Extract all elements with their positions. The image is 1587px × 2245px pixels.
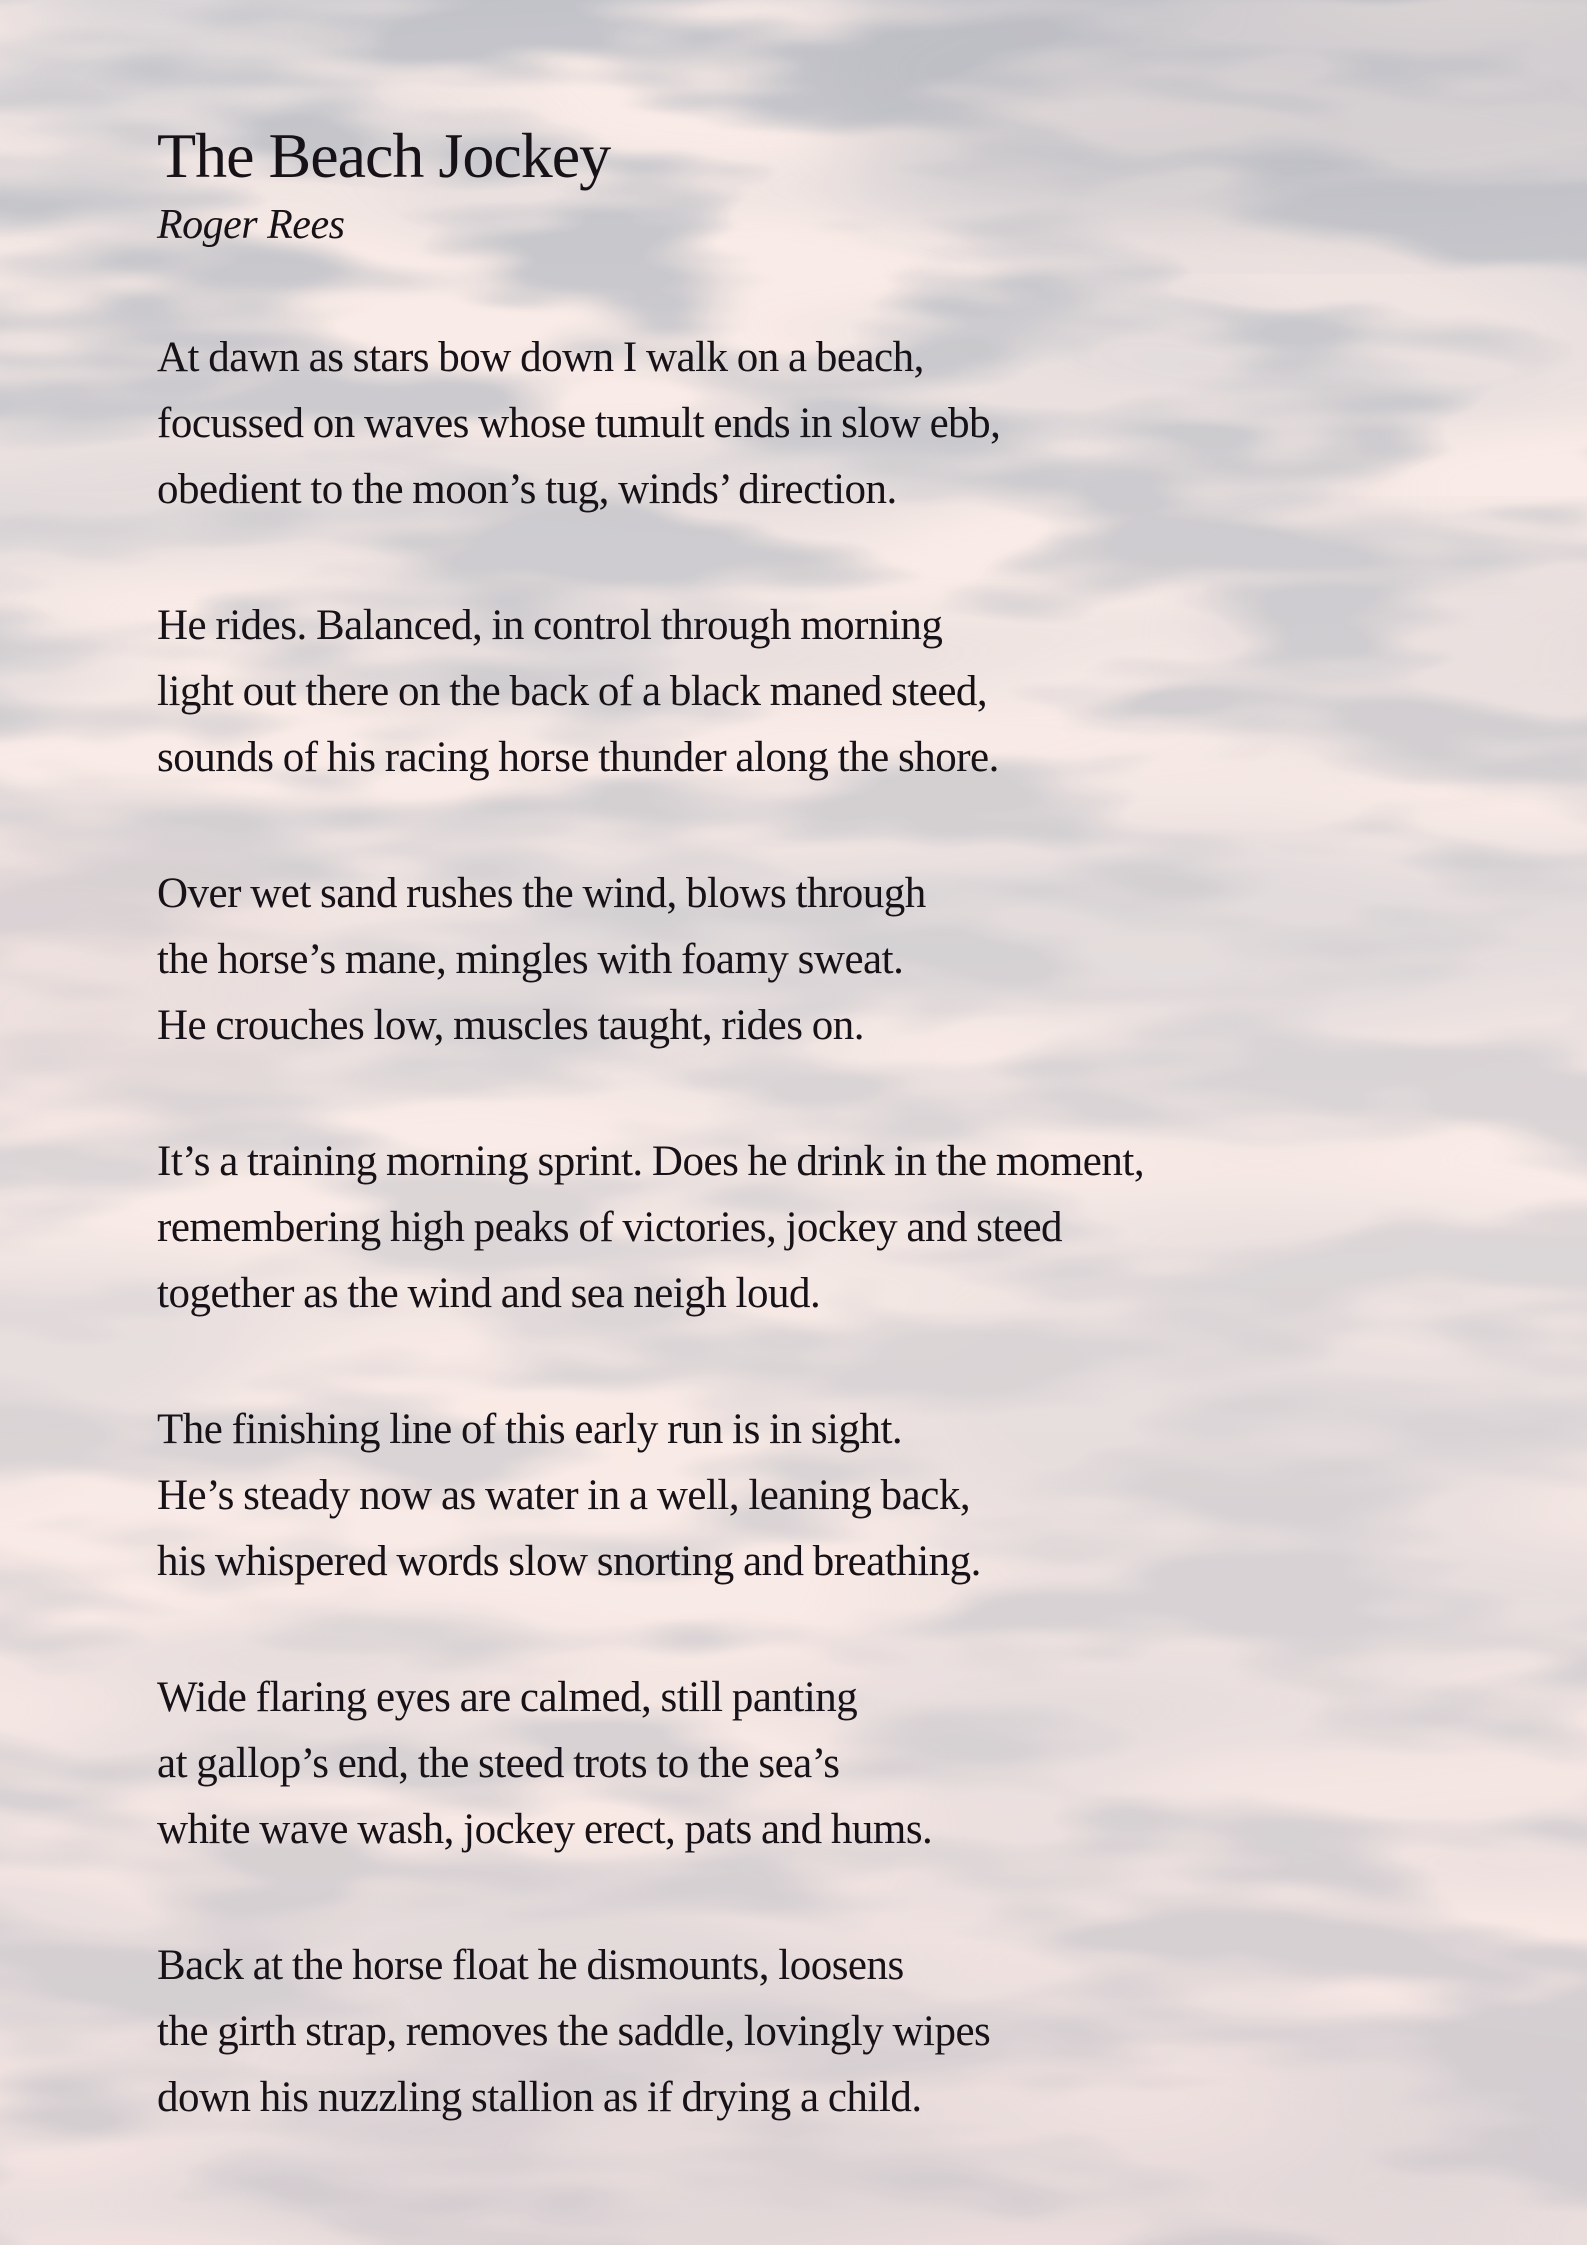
stanza (157, 325, 1457, 523)
poem-line: white wave wash, jockey erect, pats and hums. (157, 1806, 933, 1854)
poem-line: remembering high peaks of victories, jockey and steed (157, 1204, 1063, 1252)
stanza (157, 861, 1457, 1059)
poem-line: together as the wind and sea neigh loud. (157, 1270, 821, 1318)
poem-line: obedient to the moon’s tug, winds’ direction. (157, 466, 897, 514)
poem (157, 120, 1457, 2201)
poem-line: down his nuzzling stallion as if drying a child. (157, 2074, 922, 2122)
poem-line: light out there on the back of a black maned steed, (157, 668, 988, 716)
poem-line: At dawn as stars bow down I walk on a beach, (157, 334, 924, 382)
poem-stanzas (157, 325, 1457, 2131)
stanza (157, 1129, 1457, 1327)
poem-line: Over wet sand rushes the wind, blows through (157, 870, 926, 918)
stanza (157, 1397, 1457, 1595)
poem-author: Roger Rees (157, 202, 345, 248)
poem-line: He rides. Balanced, in control through morning (157, 602, 943, 650)
poem-line: the horse’s mane, mingles with foamy sweat. (157, 936, 904, 984)
poem-line: The finishing line of this early run is in sight. (157, 1406, 903, 1454)
poem-line: his whispered words slow snorting and breathing. (157, 1538, 981, 1586)
stanza (157, 593, 1457, 791)
poem-line: It’s a training morning sprint. Does he drink in the moment, (157, 1138, 1145, 1186)
poem-line: focussed on waves whose tumult ends in slow ebb, (157, 400, 1001, 448)
poem-line: He crouches low, muscles taught, rides on. (157, 1002, 865, 1050)
stanza (157, 1665, 1457, 1863)
poem-line: Wide flaring eyes are calmed, still panting (157, 1674, 858, 1722)
poem-line: sounds of his racing horse thunder along the shore. (157, 734, 999, 782)
poem-line: He’s steady now as water in a well, leaning back, (157, 1472, 971, 1520)
poem-line: the girth strap, removes the saddle, lovingly wipes (157, 2008, 991, 2056)
poem-title: The Beach Jockey (157, 120, 611, 191)
poem-line: Back at the horse float he dismounts, loosens (157, 1942, 904, 1990)
stanza (157, 1933, 1457, 2131)
poem-line: at gallop’s end, the steed trots to the sea’s (157, 1740, 840, 1788)
